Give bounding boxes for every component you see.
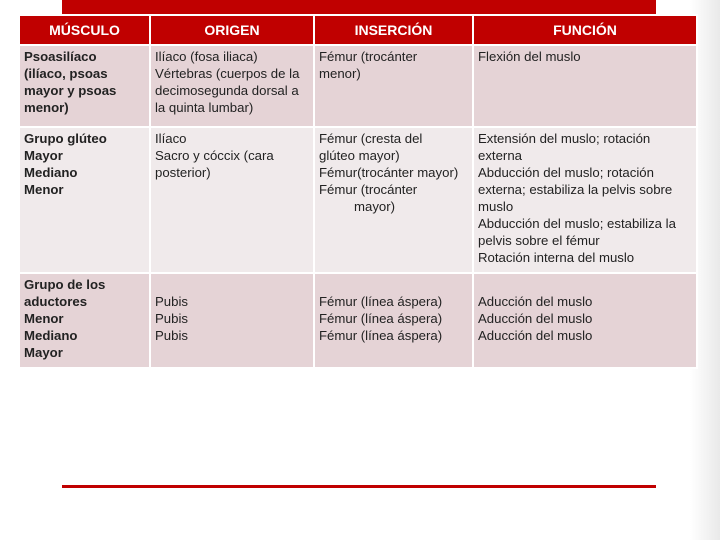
- cell-musculo: Grupo glúteo Mayor Mediano Menor: [19, 127, 150, 273]
- cell-funcion: Flexión del muslo: [473, 45, 697, 127]
- top-accent-bar: [62, 0, 656, 14]
- cell-funcion: Extensión del muslo; rotación externa Abducción del muslo; rotación externa; estabiliza la pelvis sobre muslo Abducción del muslo; estabiliza la pelvis sobre el fémur Rotación interna del muslo: [473, 127, 697, 273]
- cell-insercion: Fémur (cresta del glúteo mayor) Fémur(trocánter mayor) Fémur (trocánter mayor): [314, 127, 473, 273]
- table-row: [19, 127, 697, 273]
- cell-origen: Ilíaco Sacro y cóccix (cara posterior): [150, 127, 314, 273]
- cell-insercion: Fémur (trocánter menor): [314, 45, 473, 127]
- cell-insercion: Fémur (línea áspera) Fémur (línea áspera) Fémur (línea áspera): [314, 273, 473, 368]
- muscle-table: [18, 14, 698, 369]
- cell-funcion: Aducción del muslo Aducción del muslo Aducción del muslo: [473, 273, 697, 368]
- header-origen: ORIGEN: [150, 15, 314, 45]
- header-funcion: FUNCIÓN: [473, 15, 697, 45]
- cell-musculo: Grupo de los aductores Menor Mediano Mayor: [19, 273, 150, 368]
- table-header-row: [19, 15, 697, 45]
- cell-origen: Pubis Pubis Pubis: [150, 273, 314, 368]
- bottom-accent-rule: [62, 485, 656, 488]
- header-insercion: INSERCIÓN: [314, 15, 473, 45]
- table-row: [19, 45, 697, 127]
- header-musculo: MÚSCULO: [19, 15, 150, 45]
- table-row: [19, 273, 697, 368]
- cell-musculo: Psoasilíaco (ilíaco, psoas mayor y psoas menor): [19, 45, 150, 127]
- cell-origen: Ilíaco (fosa iliaca) Vértebras (cuerpos de la decimosegunda dorsal a la quinta lumbar): [150, 45, 314, 127]
